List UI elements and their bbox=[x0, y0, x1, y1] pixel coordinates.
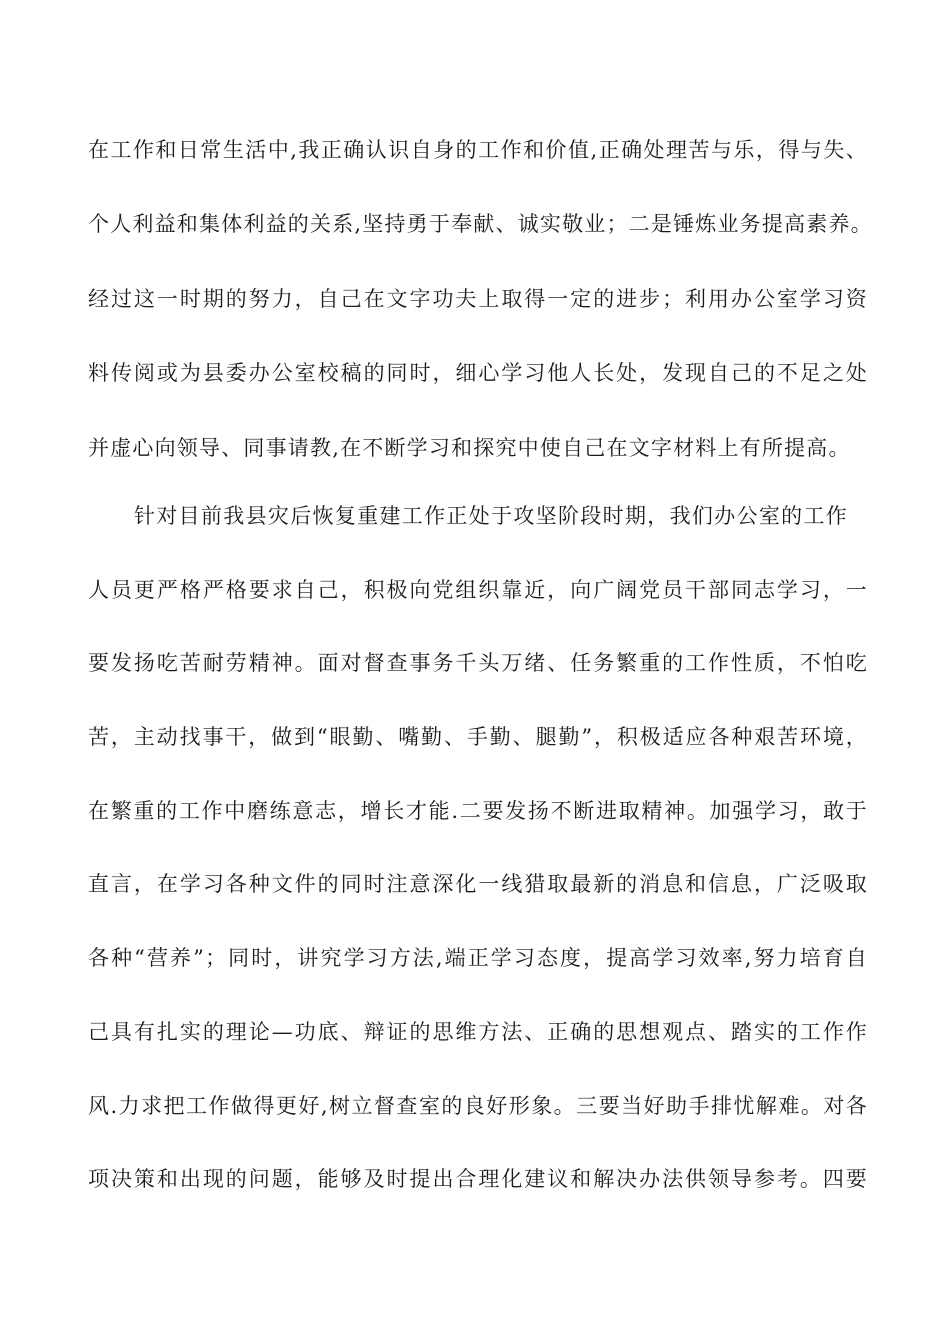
text-line: 经过这一时期的努力，自己在文字功夫上取得一定的进步；利用办公室学习资 bbox=[88, 287, 868, 311]
text-line: 苦，主动找事干，做到“眼勤、嘴勤、手勤、腿勤”，积极适应各种艰苦环境， bbox=[88, 725, 868, 749]
text-line: 并虚心向领导、同事请教,在不断学习和探究中使自己在文字材料上有所提高。 bbox=[88, 436, 851, 460]
text-line: 项决策和出现的问题，能够及时提出合理化建议和解决办法供领导参考。四要 bbox=[88, 1167, 868, 1191]
text-line: 风.力求把工作做得更好,树立督查室的良好形象。三要当好助手排忧解难。对各 bbox=[88, 1094, 868, 1118]
text-line: 要发扬吃苦耐劳精神。面对督查事务千头万绪、任务繁重的工作性质，不怕吃 bbox=[88, 651, 868, 675]
text-line: 个人利益和集体利益的关系,坚持勇于奉献、诚实敬业；二是锤炼业务提高素养。 bbox=[88, 212, 873, 236]
text-line: 在繁重的工作中磨练意志，增长才能.二要发扬不断进取精神。加强学习，敢于 bbox=[88, 799, 868, 823]
paragraph-first-line: 针对目前我县灾后恢复重建工作正处于攻坚阶段时期，我们办公室的工作 bbox=[134, 504, 848, 528]
text-line: 在工作和日常生活中,我正确认识自身的工作和价值,正确处理苦与乐，得与失、 bbox=[88, 138, 868, 162]
text-line: 直言，在学习各种文件的同时注意深化一线猎取最新的消息和信息，广泛吸取 bbox=[88, 872, 868, 896]
text-line: 各种“营养”；同时，讲究学习方法,端正学习态度，提高学习效率,努力培育自 bbox=[88, 946, 868, 970]
text-line: 人员更严格严格要求自己，积极向党组织靠近，向广阔党员干部同志学习，一 bbox=[88, 578, 868, 602]
text-line: 己具有扎实的理论—功底、辩证的思维方法、正确的思想观点、踏实的工作作 bbox=[88, 1020, 868, 1044]
text-line: 料传阅或为县委办公室校稿的同时，细心学习他人长处，发现自己的不足之处 bbox=[88, 361, 868, 385]
